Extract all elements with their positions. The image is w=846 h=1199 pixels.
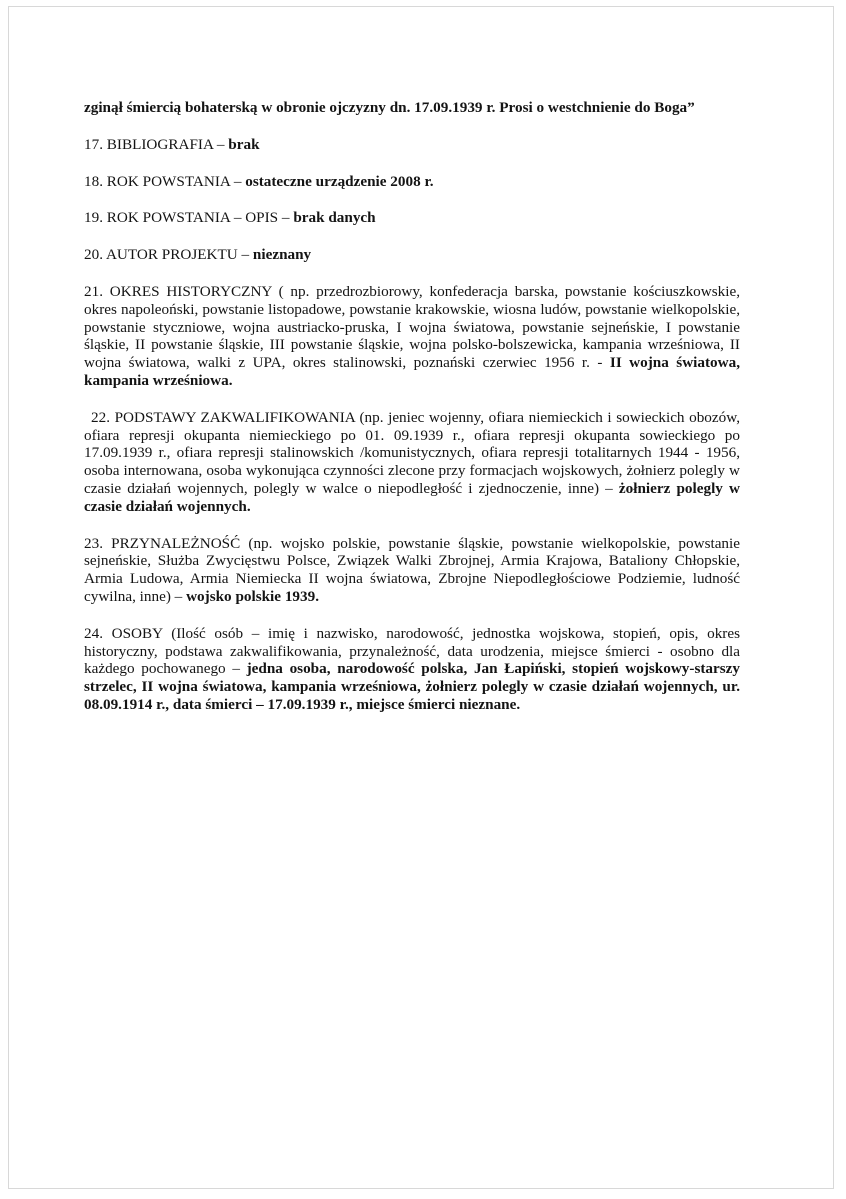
field-value: II wojna światowa, kampania wrześniowa. [84, 354, 741, 389]
field-label: 23. PRZYNALEŻNOŚĆ (np. wojsko polskie, powstanie śląskie, powstanie wielkopolskie, powstanie sejneńskie, Służba Zwycięstwu Polsce, Związek Walki Zbrojnej, Armia Krajowa, Bataliony Chłopskie, Armia Ludowa, Armia Niemiecka II wojna światowa, Zbrojne Niepodległościowe Podziemie, ludność cywilna, inne) – [84, 534, 740, 605]
field-value: nieznany [252, 246, 312, 264]
field-20-autor-projektu [84, 246, 740, 264]
continuation-text [84, 99, 740, 117]
field-value: jedna osoba, narodowość polska, Jan Łapiński, stopień wojskowy-starszy strzelec, II wojna światowa, kampania wrześniowa, żołnierz polegly w czasie działań wojennych, ur. 08.09.1914 r., data śmierci – 17.09.1939 r., miejsce śmierci nieznane. [84, 660, 740, 713]
field-18-rok-powstania [84, 173, 740, 191]
field-label: 17. BIBLIOGRAFIA – [84, 135, 229, 153]
field-label: 18. ROK POWSTANIA – [84, 172, 246, 190]
field-label: 24. OSOBY (Ilość osób – imię i nazwisko, narodowość, jednostka wojskowa, stopień, opis, okres historyczny, podstawa zakwalifikowania, przynależność, data urodzenia, miejsce śmierci - osobno dla każdego pochowanego – [84, 624, 740, 678]
field-value: żołnierz polegly w czasie działań wojennych. [84, 479, 740, 515]
field-17-bibliografia [84, 136, 740, 154]
document-body [84, 99, 740, 714]
field-label: 20. AUTOR PROJEKTU – [84, 246, 253, 264]
field-label: 21. OKRES HISTORYCZNY ( np. przedrozbiorowy, konfederacja barska, powstanie kościuszkowskie, okres napoleoński, powstanie listopadowe, powstanie krakowskie, wiosna ludów, powstanie wielkopolskie, powstanie styczniowe, wojna austriacko-pruska, I wojna światowa, powstanie sejneńskie, I powstanie śląskie, II powstanie śląskie, III powstanie śląskie, wojna polsko-bolszewicka, kampania wrześniowa, II wojna światowa, walki z UPA, okres stalinowski, poznański czerwiec 1956 r. - [84, 282, 740, 372]
field-value: wojsko polskie 1939. [186, 587, 319, 605]
field-19-rok-powstania-opis [84, 209, 740, 227]
field-value: ostateczne urządzenie 2008 r. [245, 172, 434, 190]
field-label: 22. PODSTAWY ZAKWALIFIKOWANIA (np. jeniec wojenny, ofiara niemieckich i sowieckich obozów, ofiara represji okupanta niemieckiego po 01. 09.1939 r., ofiara represji okupanta sowieckiego po 17.09.1939 r., ofiara represji stalinowskich /komunistycznych, ofiara represji totalitarnych 1944 - 1956, osoba internowana, osoba wykonująca czynności zlecone przy formacjach wojskowych, żołnierz polegly w czasie działań wojennych, polegly w walce o niepodległość i zjednoczenie, inne) – [84, 408, 740, 497]
field-23-przynaleznosc [84, 535, 740, 606]
field-22-podstawy-zakwalifikowania [84, 409, 740, 516]
field-value: brak [228, 135, 260, 153]
field-24-osoby [84, 625, 740, 714]
field-21-okres-historyczny [84, 283, 740, 390]
continuation-value: zginął śmiercią bohaterską w obronie ojczyzny dn. 17.09.1939 r. Prosi o westchnienie do Boga” [84, 99, 695, 116]
field-value: brak danych [293, 209, 376, 227]
field-label: 19. ROK POWSTANIA – OPIS – [84, 209, 294, 227]
